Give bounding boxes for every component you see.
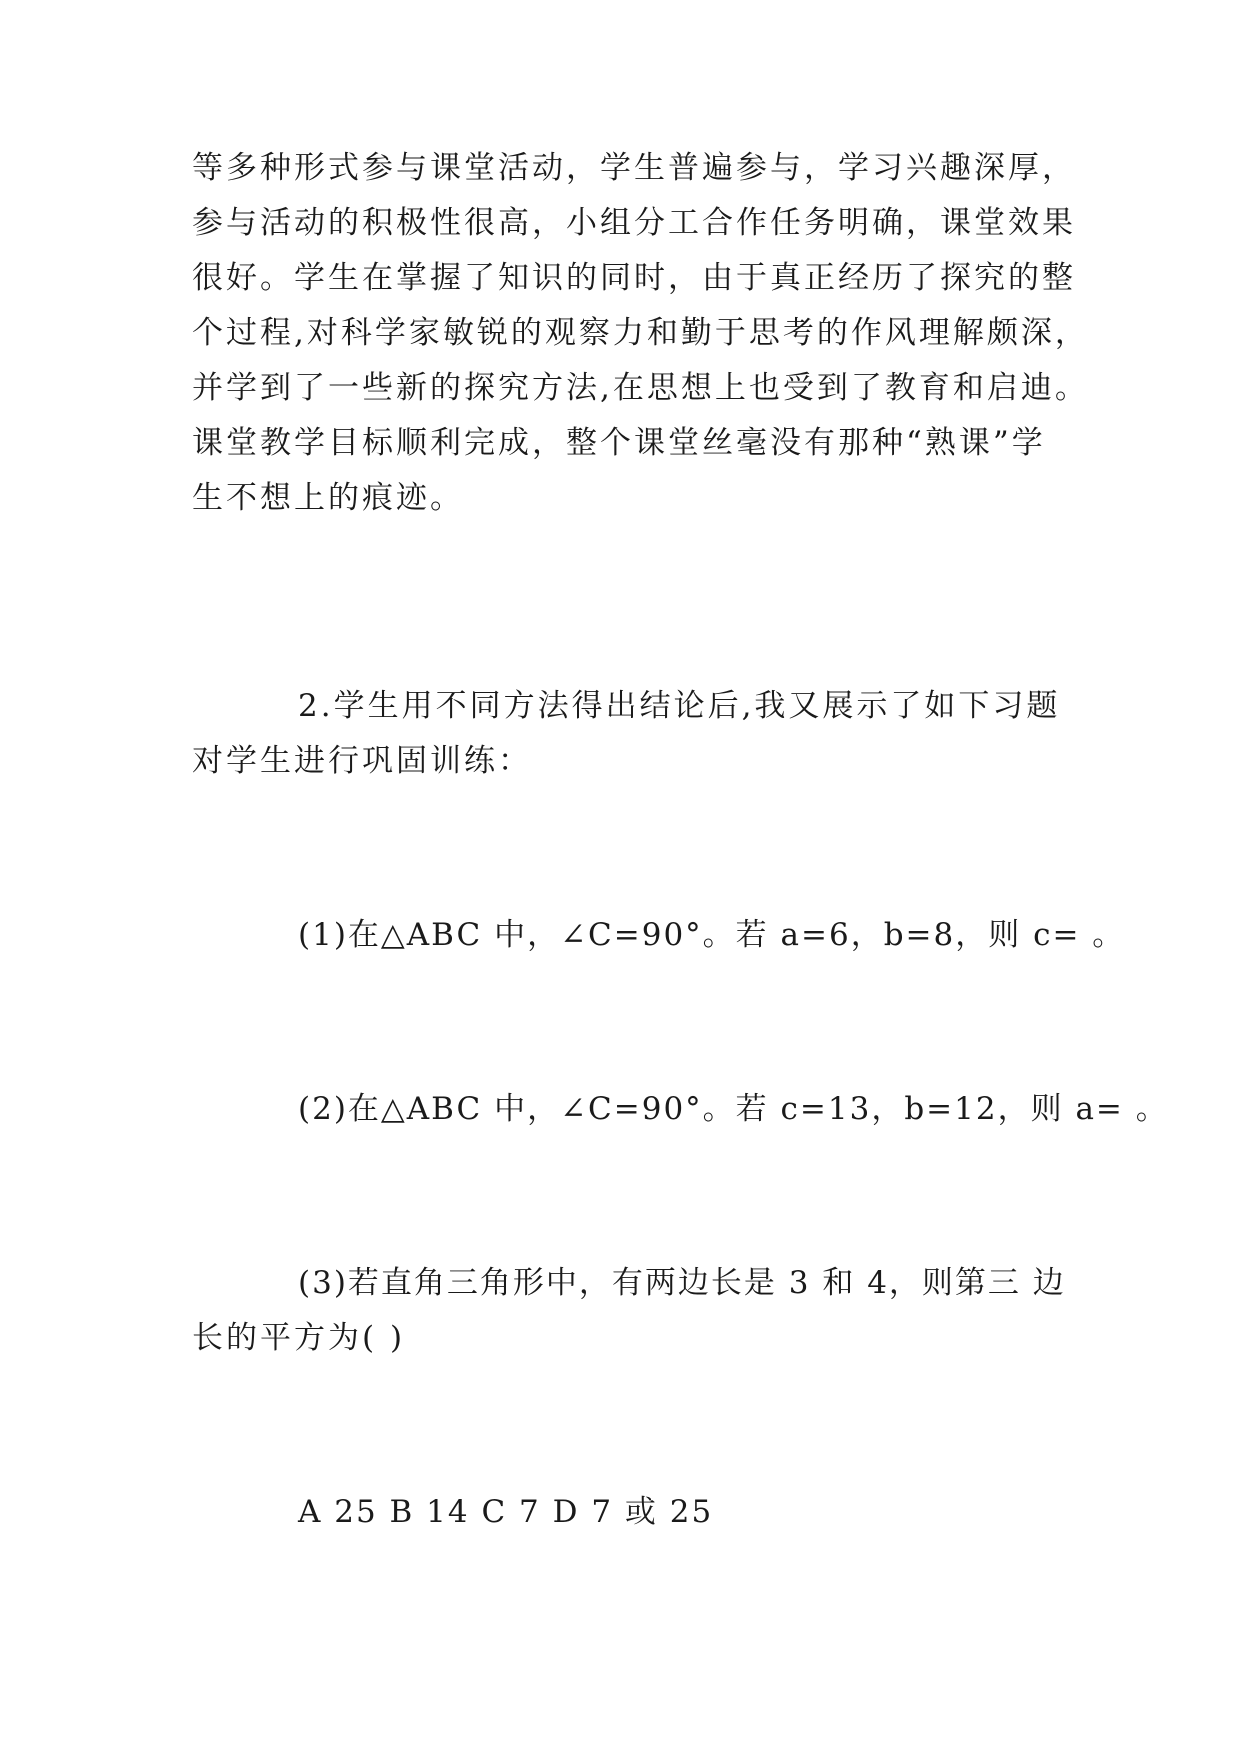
exercise-3-line-1: (3)若直角三角形中，有两边长是 3 和 4，则第三 边 <box>298 1265 1066 1301</box>
paragraph-1-line-3: 很好。学生在掌握了知识的同时，由于真正经历了探究的整 <box>192 260 1076 296</box>
paragraph-1-line-1: 等多种形式参与课堂活动，学生普遍参与，学习兴趣深厚， <box>192 150 1076 186</box>
paragraph-1-line-2: 参与活动的积极性很高，小组分工合作任务明确，课堂效果 <box>192 205 1076 241</box>
exercise-3-line-2: 长的平方为( ) <box>192 1320 406 1356</box>
paragraph-1-line-6: 课堂教学目标顺利完成，整个课堂丝毫没有那种“熟课”学 <box>192 425 1046 461</box>
paragraph-1-line-4: 个过程,对科学家敏锐的观察力和勤于思考的作风理解颇深， <box>192 315 1089 351</box>
paragraph-1-line-5: 并学到了一些新的探究方法,在思想上也受到了教育和启迪。 <box>192 370 1089 406</box>
exercise-1: (1)在△ABC 中，∠C=90°。若 a=6，b=8，则 c= 。 <box>298 917 1126 953</box>
paragraph-2-line-2: 对学生进行巩固训练： <box>192 743 532 779</box>
exercise-2: (2)在△ABC 中，∠C=90°。若 c=13，b=12，则 a= 。 <box>298 1091 1169 1127</box>
paragraph-1-line-7: 生不想上的痕迹。 <box>192 480 464 516</box>
exercise-3-options: A 25 B 14 C 7 D 7 或 25 <box>298 1494 714 1530</box>
paragraph-2-line-1: 2.学生用不同方法得出结论后,我又展示了如下习题 <box>298 688 1061 724</box>
